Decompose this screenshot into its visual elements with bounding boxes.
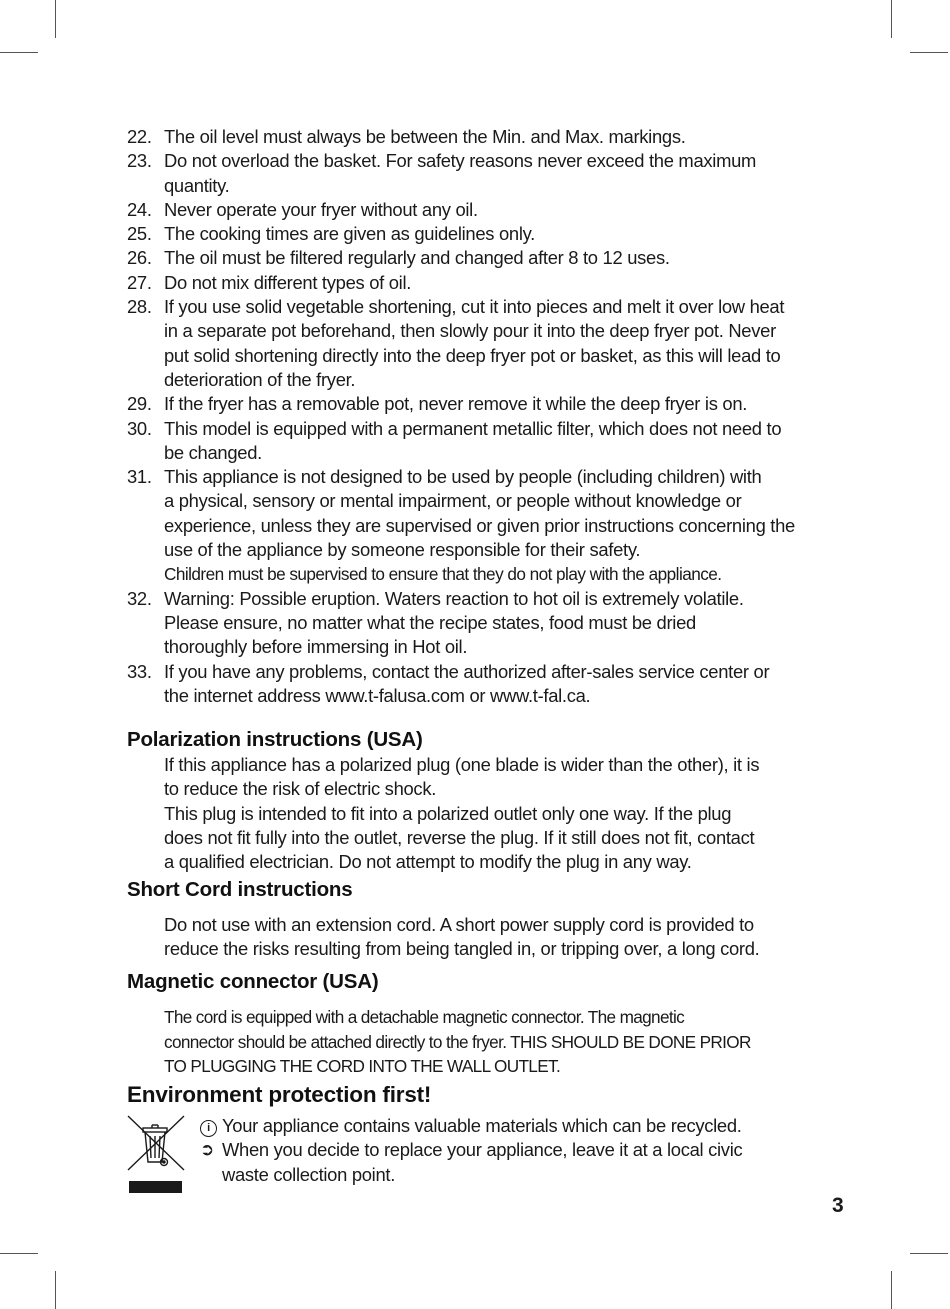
text-line: Please ensure, no matter what the recipe states, food must be dried — [164, 611, 696, 633]
crossed-bin-icon — [126, 1114, 188, 1193]
item-text — [164, 295, 827, 392]
text-line: This appliance is not designed to be used by people (including children) with — [164, 466, 762, 488]
environment-heading: Environment protection first! — [127, 1082, 432, 1108]
item-number: 23. — [127, 150, 152, 172]
text-line: This plug is intended to fit into a polarized outlet only one way. If the plug — [164, 802, 732, 824]
text-line: The oil must be filtered regularly and changed after 8 to 12 uses. — [164, 247, 670, 269]
item-number: 33. — [127, 660, 152, 682]
item-text — [164, 271, 827, 295]
text-line: reduce the risks resulting from being tangled in, or tripping over, a long cord. — [164, 937, 760, 959]
text-line: If you have any problems, contact the authorized after-sales service center or — [164, 660, 770, 682]
list-item — [200, 1114, 827, 1138]
text-line: The oil level must always be between the Min. and Max. markings. — [164, 126, 686, 147]
environment-list — [200, 1114, 827, 1193]
text-line: does not fit fully into the outlet, reverse the plug. If it still does not fit, contact — [164, 827, 755, 849]
list-item — [127, 465, 827, 586]
text-line: be changed. — [164, 441, 262, 463]
item-number: 28. — [127, 296, 152, 318]
text-line: Children must be supervised to ensure that they do not play with the appliance. — [164, 564, 722, 585]
crop-mark — [910, 52, 948, 53]
item-number: 31. — [127, 466, 152, 488]
list-item — [127, 660, 827, 709]
text-line: Do not use with an extension cord. A short power supply cord is provided to — [164, 913, 754, 935]
text-line: This model is equipped with a permanent metallic filter, which does not need to — [164, 417, 782, 439]
magnetic-connector-text — [164, 1005, 827, 1078]
item-text — [164, 125, 827, 149]
item-text — [164, 198, 827, 222]
list-item — [127, 149, 827, 198]
list-item — [127, 246, 827, 270]
text-line: in a separate pot beforehand, then slowly pour it into the deep fryer pot. Never — [164, 320, 776, 342]
text-line: The cord is equipped with a detachable magnetic connector. The magnetic — [164, 1007, 685, 1028]
text-line: quantity. — [164, 174, 230, 196]
list-item — [127, 392, 827, 416]
crop-mark — [55, 1271, 56, 1309]
item-number: 27. — [127, 271, 152, 293]
text-line: the internet address www.t-falusa.com or www.t-fal.ca. — [164, 684, 591, 706]
text-line: deterioration of the fryer. — [164, 368, 356, 390]
text-line: The cooking times are given as guidelines only. — [164, 223, 535, 245]
item-number: 32. — [127, 587, 152, 609]
text-line: Never operate your fryer without any oil. — [164, 198, 478, 220]
list-item — [127, 222, 827, 246]
item-number: 22. — [127, 126, 152, 147]
item-text — [164, 392, 827, 416]
info-text: Your appliance contains valuable materials which can be recycled. — [222, 1115, 742, 1137]
crop-mark — [0, 52, 38, 53]
item-number: 26. — [127, 247, 152, 269]
list-item — [127, 271, 827, 295]
item-text — [164, 222, 827, 246]
item-text — [164, 149, 827, 198]
item-number: 29. — [127, 393, 152, 415]
text-line: use of the appliance by someone responsible for their safety. — [164, 539, 641, 561]
item-number: 24. — [127, 198, 152, 220]
polarization-heading: Polarization instructions (USA) — [127, 728, 423, 752]
safety-instructions-list — [127, 125, 827, 708]
list-item — [127, 125, 827, 149]
crop-mark — [0, 1253, 38, 1254]
list-item — [127, 587, 827, 660]
item-text — [164, 465, 827, 586]
text-line: waste collection point. — [222, 1163, 396, 1185]
text-line: to reduce the risk of electric shock. — [164, 778, 437, 800]
magnetic-connector-heading: Magnetic connector (USA) — [127, 970, 379, 994]
text-line: When you decide to replace your appliance, leave it at a local civic — [222, 1139, 743, 1161]
list-item — [200, 1138, 827, 1187]
info-icon: i — [200, 1114, 222, 1138]
text-line: thoroughly before immersing in Hot oil. — [164, 636, 468, 658]
page-content — [127, 125, 827, 1193]
item-text — [164, 417, 827, 466]
list-item — [127, 295, 827, 392]
text-line: Warning: Possible eruption. Waters reaction to hot oil is extremely volatile. — [164, 587, 744, 609]
crop-mark — [891, 0, 892, 38]
text-line: Do not overload the basket. For safety reasons never exceed the maximum — [164, 150, 757, 172]
page-number: 3 — [832, 1194, 844, 1217]
item-text — [164, 246, 827, 270]
text-line: connector should be attached directly to the fryer. THIS SHOULD BE DONE PRIOR — [164, 1031, 751, 1052]
environment-section — [127, 1114, 827, 1193]
text-line: If this appliance has a polarized plug (one blade is wider than the other), it is — [164, 754, 760, 776]
list-item — [127, 198, 827, 222]
item-text — [164, 587, 827, 660]
short-cord-text — [164, 913, 827, 962]
item-number: 25. — [127, 223, 152, 245]
text-line: put solid shortening directly into the deep fryer pot or basket, as this will lead to — [164, 344, 781, 366]
polarization-text — [164, 753, 827, 874]
list-item — [127, 417, 827, 466]
crop-mark — [910, 1253, 948, 1254]
bin-underline-bar — [129, 1181, 182, 1193]
text-line: If the fryer has a removable pot, never remove it while the deep fryer is on. — [164, 393, 748, 415]
item-text — [164, 660, 827, 709]
crop-mark — [55, 0, 56, 38]
item-number: 30. — [127, 417, 152, 439]
text-line: TO PLUGGING THE CORD INTO THE WALL OUTLET. — [164, 1055, 561, 1076]
text-line: Do not mix different types of oil. — [164, 271, 412, 293]
text-line: a physical, sensory or mental impairment, or people without knowledge or — [164, 490, 742, 512]
arrow-icon: ➲ — [200, 1140, 214, 1160]
text-line: If you use solid vegetable shortening, cut it into pieces and melt it over low heat — [164, 296, 785, 318]
short-cord-heading: Short Cord instructions — [127, 877, 353, 901]
text-line: a qualified electrician. Do not attempt to modify the plug in any way. — [164, 851, 692, 873]
text-line: experience, unless they are supervised or given prior instructions concerning the — [164, 514, 795, 536]
crop-mark — [891, 1271, 892, 1309]
